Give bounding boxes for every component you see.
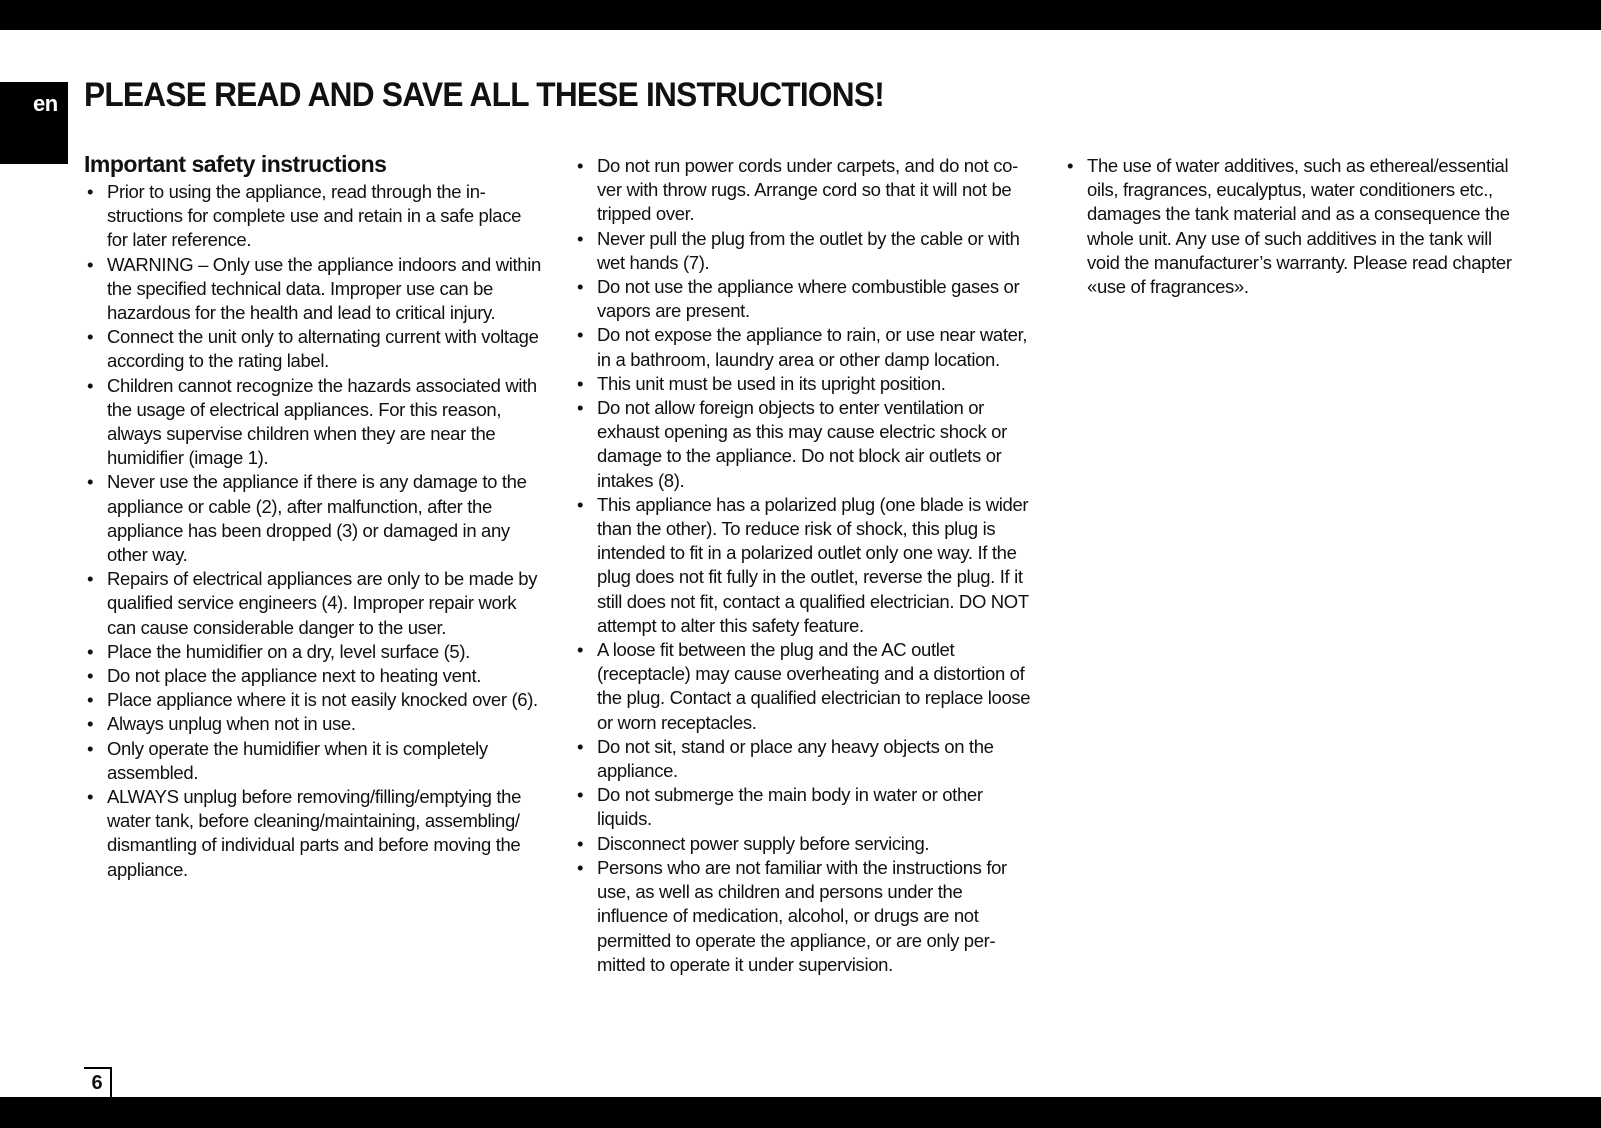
- column-1: [84, 150, 546, 882]
- list-item: • Do not use the appliance where combustible gases or vapors are present.: [574, 275, 1036, 323]
- list-item: • This appliance has a polarized plug (one blade is wider than the other). To reduce risk of shock, this plug is intended to fit in a polarized outlet only one way. If the plug does not fit fully in the outlet, reverse the plug. If it still does not fit, contact a qualified electrician. DO NOT attempt to alter this safety feature.: [574, 493, 1036, 638]
- language-label: en: [33, 91, 58, 116]
- page-number: [84, 1067, 112, 1097]
- safety-list-column-2: [574, 154, 1036, 977]
- list-item: • WARNING – Only use the appliance indoors and within the specified technical data. Improper use can be hazardous for the health and lead to critical injury.: [84, 253, 546, 326]
- list-item: • Do not place the appliance next to heating vent.: [84, 664, 546, 688]
- list-item: • Do not allow foreign objects to enter ventilation or exhaust opening as this may cause electric shock or damage to the appliance. Do not block air outlets or intakes (8).: [574, 396, 1036, 493]
- list-item: • Do not sit, stand or place any heavy objects on the appliance.: [574, 735, 1036, 783]
- list-item: • A loose fit between the plug and the AC outlet (receptacle) may cause overheating and a distortion of the plug. Contact a qualified electrician to replace loose or worn receptacles.: [574, 638, 1036, 735]
- language-tab: [0, 82, 68, 164]
- list-item: • Do not expose the appliance to rain, or use near water, in a bathroom, laundry area or other damp location.: [574, 323, 1036, 371]
- list-item: • Connect the unit only to alternating current with voltage according to the rating label.: [84, 325, 546, 373]
- page-number-label: 6: [91, 1072, 103, 1094]
- list-item: • Persons who are not familiar with the instructions for use, as well as children and persons under the influence of medication, alcohol, or drugs are not permitted to operate the appliance, or are only per-mitted to operate it under supervision.: [574, 856, 1036, 977]
- list-item: • Never pull the plug from the outlet by the cable or with wet hands (7).: [574, 227, 1036, 275]
- list-item: • Never use the appliance if there is any damage to the appliance or cable (2), after malfunction, after the appliance has been dropped (3) or damaged in any other way.: [84, 470, 546, 567]
- list-item: • Only operate the humidifier when it is completely assembled.: [84, 737, 546, 785]
- list-item: • Repairs of electrical appliances are only to be made by qualified service engineers (4). Improper repair work can cause considerable danger to the user.: [84, 567, 546, 640]
- list-item: • Place the humidifier on a dry, level surface (5).: [84, 640, 546, 664]
- top-black-bar: [0, 0, 1601, 30]
- list-item: • The use of water additives, such as ethereal/essential oils, fragrances, eucalyptus, water conditioners etc., damages the tank material and as a consequence the whole unit. Any use of such additives in the tank will void the manufacturer’s warranty. Please read chapter «use of fragrances».: [1064, 154, 1526, 299]
- section-heading: Important safety instructions: [84, 151, 387, 177]
- list-item: • Children cannot recognize the hazards associated with the usage of electrical appliances. For this reason, always supervise children when they are near the humidifier (image 1).: [84, 374, 546, 471]
- list-item: • This unit must be used in its upright position.: [574, 372, 1036, 396]
- list-item: • ALWAYS unplug before removing/filling/emptying the water tank, before cleaning/maintaining, assembling/ dismantling of individual parts and before moving the appliance.: [84, 785, 546, 882]
- page-title: PLEASE READ AND SAVE ALL THESE INSTRUCTIONS!: [84, 76, 885, 114]
- safety-list-column-3: [1064, 154, 1526, 299]
- column-2: [574, 154, 1036, 977]
- column-3: [1064, 154, 1526, 299]
- list-item: • Disconnect power supply before servicing.: [574, 832, 1036, 856]
- bottom-black-bar: [0, 1097, 1601, 1128]
- list-item: • Always unplug when not in use.: [84, 712, 546, 736]
- list-item: • Do not run power cords under carpets, and do not co-ver with throw rugs. Arrange cord so that it will not be tripped over.: [574, 154, 1036, 227]
- list-item: • Place appliance where it is not easily knocked over (6).: [84, 688, 546, 712]
- list-item: • Prior to using the appliance, read through the in-structions for complete use and retain in a safe place for later reference.: [84, 180, 546, 253]
- safety-list-column-1: [84, 180, 546, 882]
- list-item: • Do not submerge the main body in water or other liquids.: [574, 783, 1036, 831]
